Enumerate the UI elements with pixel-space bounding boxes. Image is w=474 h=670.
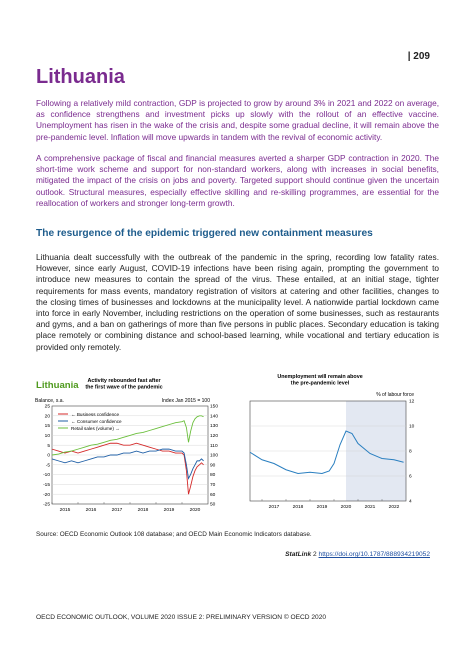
chart-title-line-2: the first wave of the pandemic — [85, 384, 163, 391]
x-tick: 2020 — [189, 508, 201, 513]
y-tick-right: 120 — [210, 434, 219, 439]
x-tick: 2021 — [364, 505, 376, 510]
x-tick: 2018 — [292, 505, 304, 510]
page-title: Lithuania — [36, 66, 125, 88]
y-tick-left: -15 — [43, 483, 50, 488]
x-tick: 2017 — [268, 505, 280, 510]
statlink-label: StatLink — [285, 551, 312, 558]
x-tick: 2019 — [316, 505, 328, 510]
chart-title-line-1: Activity rebounded fast after — [87, 378, 161, 384]
y-tick-right: 50 — [210, 502, 216, 508]
figure-title: Lithuania — [36, 380, 79, 391]
y-tick-right: 100 — [210, 453, 219, 459]
y-tick: 4 — [409, 499, 412, 505]
y-tick-left: -10 — [43, 473, 50, 479]
y-tick-left: 20 — [44, 414, 50, 420]
legend — [58, 412, 122, 431]
y-tick-left: 25 — [44, 404, 50, 410]
x-tick: 2022 — [388, 505, 400, 510]
legend-label: Retail sales (volume) → — [71, 426, 120, 431]
y-tick: 10 — [409, 424, 415, 430]
statlink-number: 2 — [313, 551, 317, 558]
y-tick-right: 90 — [210, 463, 216, 469]
y-tick-right: 60 — [210, 492, 216, 498]
y-tick-right: 80 — [210, 473, 216, 479]
y-tick-left: -5 — [45, 463, 50, 469]
y-tick-right: 130 — [210, 424, 219, 430]
series-consumer-confidence — [52, 449, 204, 478]
y-axis-right-label: Index Jan 2015 = 100 — [161, 398, 210, 404]
y-tick-right: 70 — [210, 483, 216, 488]
y-tick: 12 — [409, 399, 415, 405]
y-tick-right: 150 — [210, 404, 219, 410]
y-tick-left: 0 — [47, 453, 50, 459]
summary-paragraph-1: Following a relatively mild contraction, GDP is projected to grow by around 3% in 2021 and 2022 on average, as confidence strengthens and investment picks up slowly with the rollout of an effective vaccine. Unemployment has risen in the wake of the crisis and, despite some gradual decline, it will remain above the pre-pandemic level. Inflation will move upwards in tandem with the revival of economic activity. — [36, 98, 439, 142]
section-heading: The resurgence of the epidemic triggered new containment measures — [36, 228, 373, 239]
source-note: Source: OECD Economic Outlook 108 database; and OECD Main Economic Indicators database. — [36, 531, 312, 538]
statlink-url[interactable]: https://doi.org/10.1787/888934219052 — [318, 551, 430, 558]
y-tick-right: 140 — [210, 414, 219, 420]
x-tick: 2018 — [137, 508, 149, 513]
y-tick: 8 — [409, 449, 412, 455]
y-tick-right: 110 — [210, 443, 218, 449]
y-tick-left: -20 — [43, 492, 50, 498]
statlink[interactable] — [285, 551, 430, 558]
x-tick: 2020 — [340, 505, 352, 510]
chart-title-line-2: the pre-pandemic level — [290, 380, 350, 387]
y-axis-label: % of labour force — [376, 392, 414, 398]
y-tick-left: 10 — [44, 434, 50, 439]
legend-label: ← Consumer confidence — [71, 419, 122, 424]
summary-paragraph-2: A comprehensive package of fiscal and financial measures averted a sharper GDP contraction in 2020. The short-time work scheme and support for non-standard workers, along with increases in social benefits, mitigated the impact of the crisis on jobs and poverty. Targeted support should continue given the uncertain outlook. Structural measures, especially effective skilling and re-skilling programmes, are essential for the reallocation of workers and stronger long-term growth. — [36, 153, 439, 208]
page-footer: OECD ECONOMIC OUTLOOK, VOLUME 2020 ISSUE 2: PRELIMINARY VERSION © OECD 2020 — [36, 614, 327, 621]
legend-label: ← Business confidence — [71, 412, 120, 417]
y-tick-left: -25 — [43, 502, 50, 508]
unemployment-chart — [240, 372, 440, 522]
y-tick: 6 — [409, 474, 412, 480]
y-tick-left: 5 — [47, 443, 50, 449]
x-tick: 2015 — [59, 508, 71, 513]
y-axis-left-label: Balance, s.a. — [35, 398, 64, 404]
x-tick: 2017 — [111, 508, 123, 513]
x-tick: 2016 — [85, 508, 97, 513]
section-body: Lithuania dealt successfully with the outbreak of the pandemic in the spring, recording low fatality rates. However, since early August, COVID-19 infections have been rising again, prompting the government to introduce new measures to contain the spread of the virus. These entailed, at an initial stage, tighter requirements for mass events, mandatory registration of visitors at catering and other facilities, changes to the closing times of businesses and lockdowns at the municipality level. A nationwide partial lockdown came into force in early November, including restrictions on the operation of some businesses, such as restaurants and gyms, and a ban on gatherings of more than five persons in public places. Secondary education is taking place remotely or combining distance and school-based learning, while vocational and tertiary education is provided only remotely. — [36, 252, 439, 352]
y-tick-left: 15 — [44, 424, 50, 430]
chart-title-line-1: Unemployment will remain above — [277, 374, 363, 380]
page-number: | 209 — [407, 51, 430, 62]
confidence-chart — [34, 372, 244, 522]
x-tick: 2019 — [163, 508, 175, 513]
